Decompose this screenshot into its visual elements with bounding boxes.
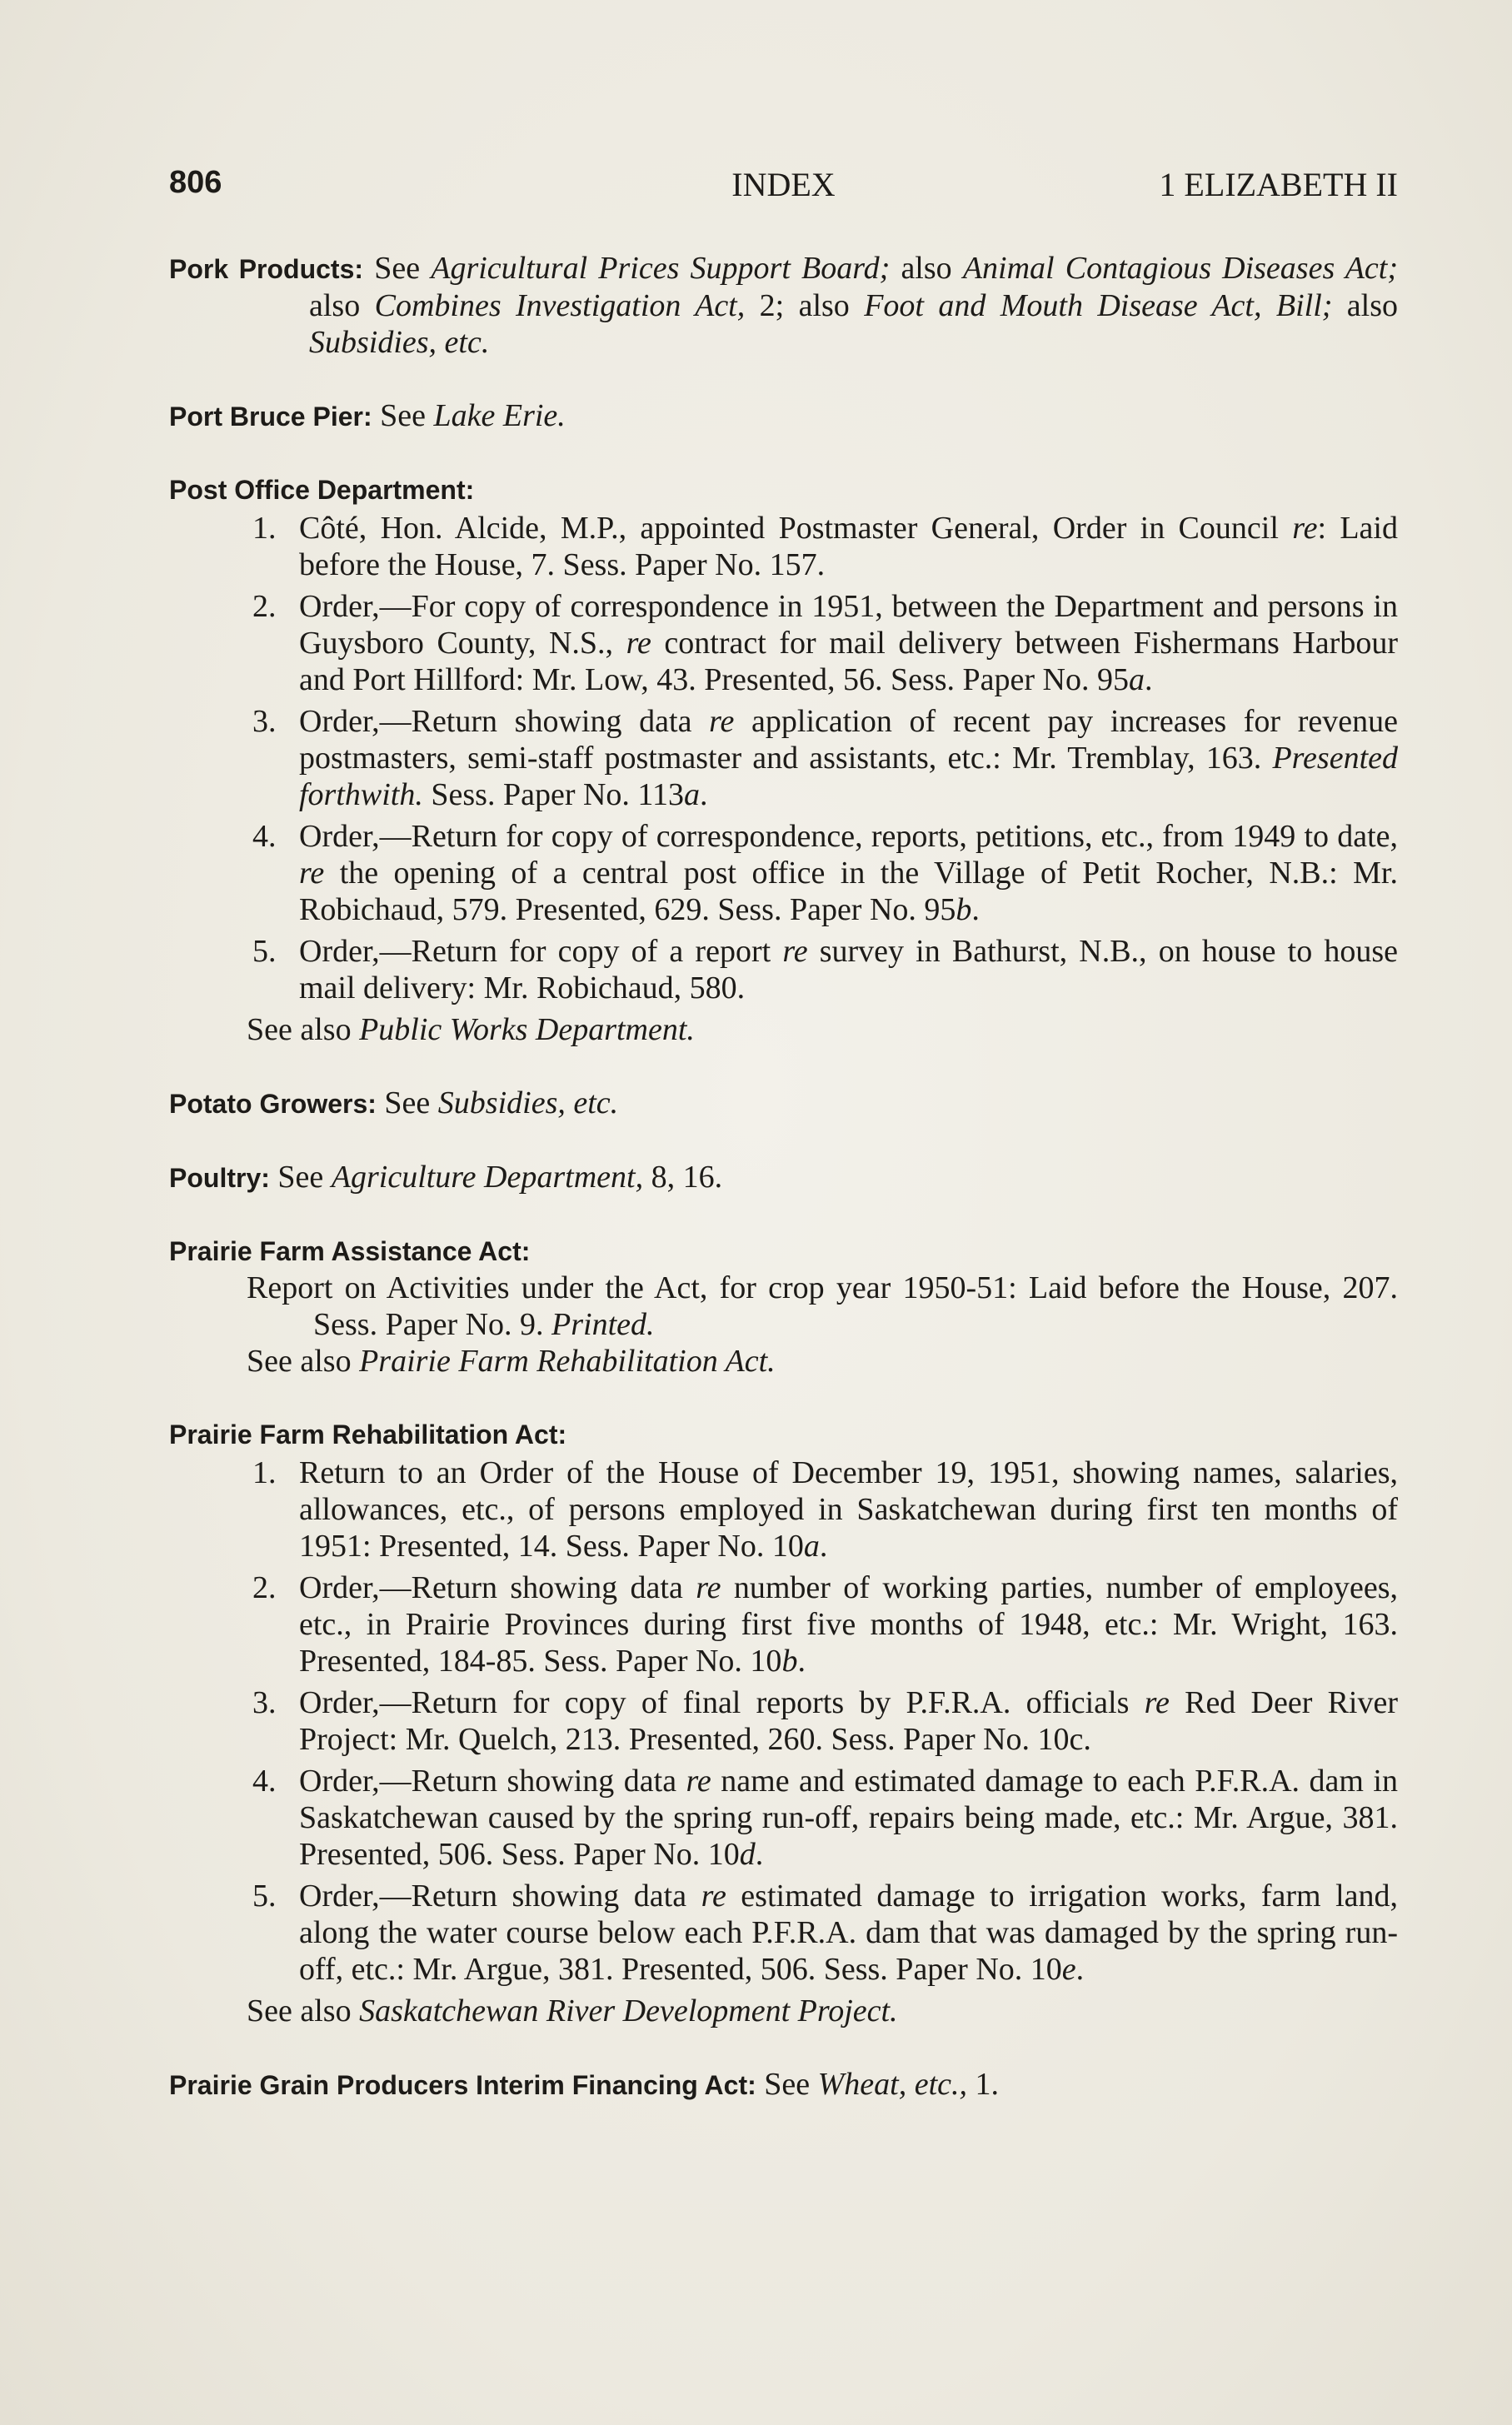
item-text: Order,—Return for copy of final reports by P.F.R.A. officials re Red Deer River Project: Mr. Quelch, 213. Presented, 260. Sess. Paper No. 10c.	[299, 1685, 1399, 1757]
session-label: 1 ELIZABETH II	[1159, 166, 1398, 203]
index-content	[169, 250, 1398, 2140]
text: See	[277, 1160, 332, 1195]
list-item	[252, 510, 1398, 583]
entry-term: Poultry:	[169, 1163, 270, 1193]
item-text: Order,—Return showing data re application of recent pay increases for revenue postmasters, semi-staff postmaster and assistants, etc.: Mr. Tremblay, 163. Presented forthwith. Sess. Paper No. 113a.	[299, 704, 1398, 812]
entry-term: Potato Growers:	[169, 1089, 377, 1119]
item-number: 3.	[252, 1685, 277, 1720]
entry-term: Pork Products:	[169, 254, 364, 284]
entry-port-bruce-pier	[169, 397, 1398, 435]
ref: Animal Contagious Diseases Act;	[962, 251, 1399, 286]
entry-prairie-farm-rehabilitation-act	[169, 1416, 1398, 2029]
entry-prairie-grain-producers-act	[169, 2066, 1398, 2103]
item-number: 5.	[252, 1879, 277, 1914]
see-also: See also Prairie Farm Rehabilitation Act.	[247, 1344, 776, 1379]
entry-term: Post Office Department:	[169, 475, 475, 505]
see-also: See also Public Works Department.	[247, 1012, 695, 1047]
list-item	[252, 588, 1398, 698]
list-item	[252, 818, 1398, 928]
list-item	[252, 1455, 1398, 1564]
item-number: 4.	[252, 1764, 277, 1799]
item-number: 1.	[252, 1455, 277, 1490]
entry-post-office-department	[169, 472, 1398, 1048]
entry-pork-products	[169, 250, 1398, 361]
item-text: Order,—Return for copy of correspondence, reports, petitions, etc., from 1949 to date, re the opening of a central post office in the Village of Petit Rocher, N.B.: Mr. Robichaud, 579. Presented, 629. Sess. Paper No. 95b.	[299, 819, 1398, 927]
item-number: 3.	[252, 704, 277, 739]
entry-potato-growers	[169, 1085, 1398, 1122]
entry-term: Prairie Farm Assistance Act:	[169, 1236, 531, 1266]
text: also	[309, 288, 375, 323]
report-line: Report on Activities under the Act, for crop year 1950-51: Laid before the House, 207. Sess. Paper No. 9. Printed.	[247, 1270, 1398, 1342]
list-item	[252, 1763, 1398, 1873]
item-number: 1.	[252, 511, 277, 546]
entry-term: Port Bruce Pier:	[169, 402, 372, 432]
list-item	[252, 1684, 1398, 1758]
entry-term: Prairie Farm Rehabilitation Act:	[169, 1420, 567, 1450]
entry-prairie-farm-assistance-act	[169, 1233, 1398, 1380]
ref: Agriculture Department,	[331, 1160, 644, 1195]
ref: Agricultural Prices Support Board;	[431, 251, 891, 286]
item-text: Order,—For copy of correspondence in 1951, between the Department and persons in Guysboro County, N.S., re contract for mail delivery between Fishermans Harbour and Port Hillford: Mr. Low, 43. Presented, 56. Sess. Paper No. 95a.	[299, 589, 1398, 697]
ref: Foot and Mouth Disease Act, Bill;	[864, 288, 1333, 323]
item-text: Order,—Return showing data re name and estimated damage to each P.F.R.A. dam in Saskatchewan caused by the spring run-off, repairs being made, etc.: Mr. Argue, 381. Presented, 506. Sess. Paper No. 10d.	[299, 1764, 1398, 1872]
list-item	[252, 933, 1398, 1006]
item-text: Côté, Hon. Alcide, M.P., appointed Postmaster General, Order in Council re: Laid before the House, 7. Sess. Paper No. 157.	[299, 511, 1398, 582]
text: 1.	[967, 2067, 1000, 2102]
ref: Combines Investigation Act,	[374, 288, 746, 323]
text: also	[1332, 288, 1399, 323]
list-item	[252, 1878, 1398, 1988]
ref: Wheat, etc.,	[817, 2067, 968, 2102]
list-item	[252, 1569, 1398, 1679]
item-number: 5.	[252, 934, 277, 969]
item-text: Order,—Return for copy of a report re survey in Bathurst, N.B., on house to house mail delivery: Mr. Robichaud, 580.	[299, 934, 1398, 1005]
ref: Subsidies, etc.	[437, 1085, 619, 1120]
text: See	[764, 2067, 818, 2102]
item-number: 2.	[252, 1570, 277, 1605]
text: also	[890, 251, 963, 286]
item-text: Return to an Order of the House of December 19, 1951, showing names, salaries, allowances, etc., of persons employed in Saskatchewan during first ten months of 1951: Presented, 14. Sess. Paper No. 10a.	[299, 1455, 1398, 1564]
entry-poultry	[169, 1159, 1398, 1196]
item-text: Order,—Return showing data re estimated damage to irrigation works, farm land, along the water course below each P.F.R.A. dam that was damaged by the spring run-off, etc.: Mr. Argue, 381. Presented, 506. Sess. Paper No. 10e.	[299, 1879, 1398, 1987]
text: See	[380, 398, 434, 433]
page-header	[169, 165, 1398, 215]
item-number: 2.	[252, 589, 277, 624]
see-also: See also Saskatchewan River Development Project.	[247, 1993, 898, 2028]
text: 8, 16.	[643, 1160, 723, 1195]
text: 2; also	[745, 288, 865, 323]
text: See	[384, 1085, 438, 1120]
running-head: INDEX	[731, 166, 836, 203]
item-number: 4.	[252, 819, 277, 854]
page-number: 806	[169, 165, 222, 200]
ref: Subsidies, etc.	[309, 325, 490, 360]
ref: Lake Erie.	[433, 398, 566, 433]
item-text: Order,—Return showing data re number of working parties, number of employees, etc., in Prairie Provinces during first five months of 1948, etc.: Mr. Wright, 163. Presented, 184-85. Sess. Paper No. 10b.	[299, 1570, 1398, 1679]
entry-term: Prairie Grain Producers Interim Financing Act:	[169, 2070, 756, 2100]
list-item	[252, 703, 1398, 813]
text: See	[374, 251, 432, 286]
